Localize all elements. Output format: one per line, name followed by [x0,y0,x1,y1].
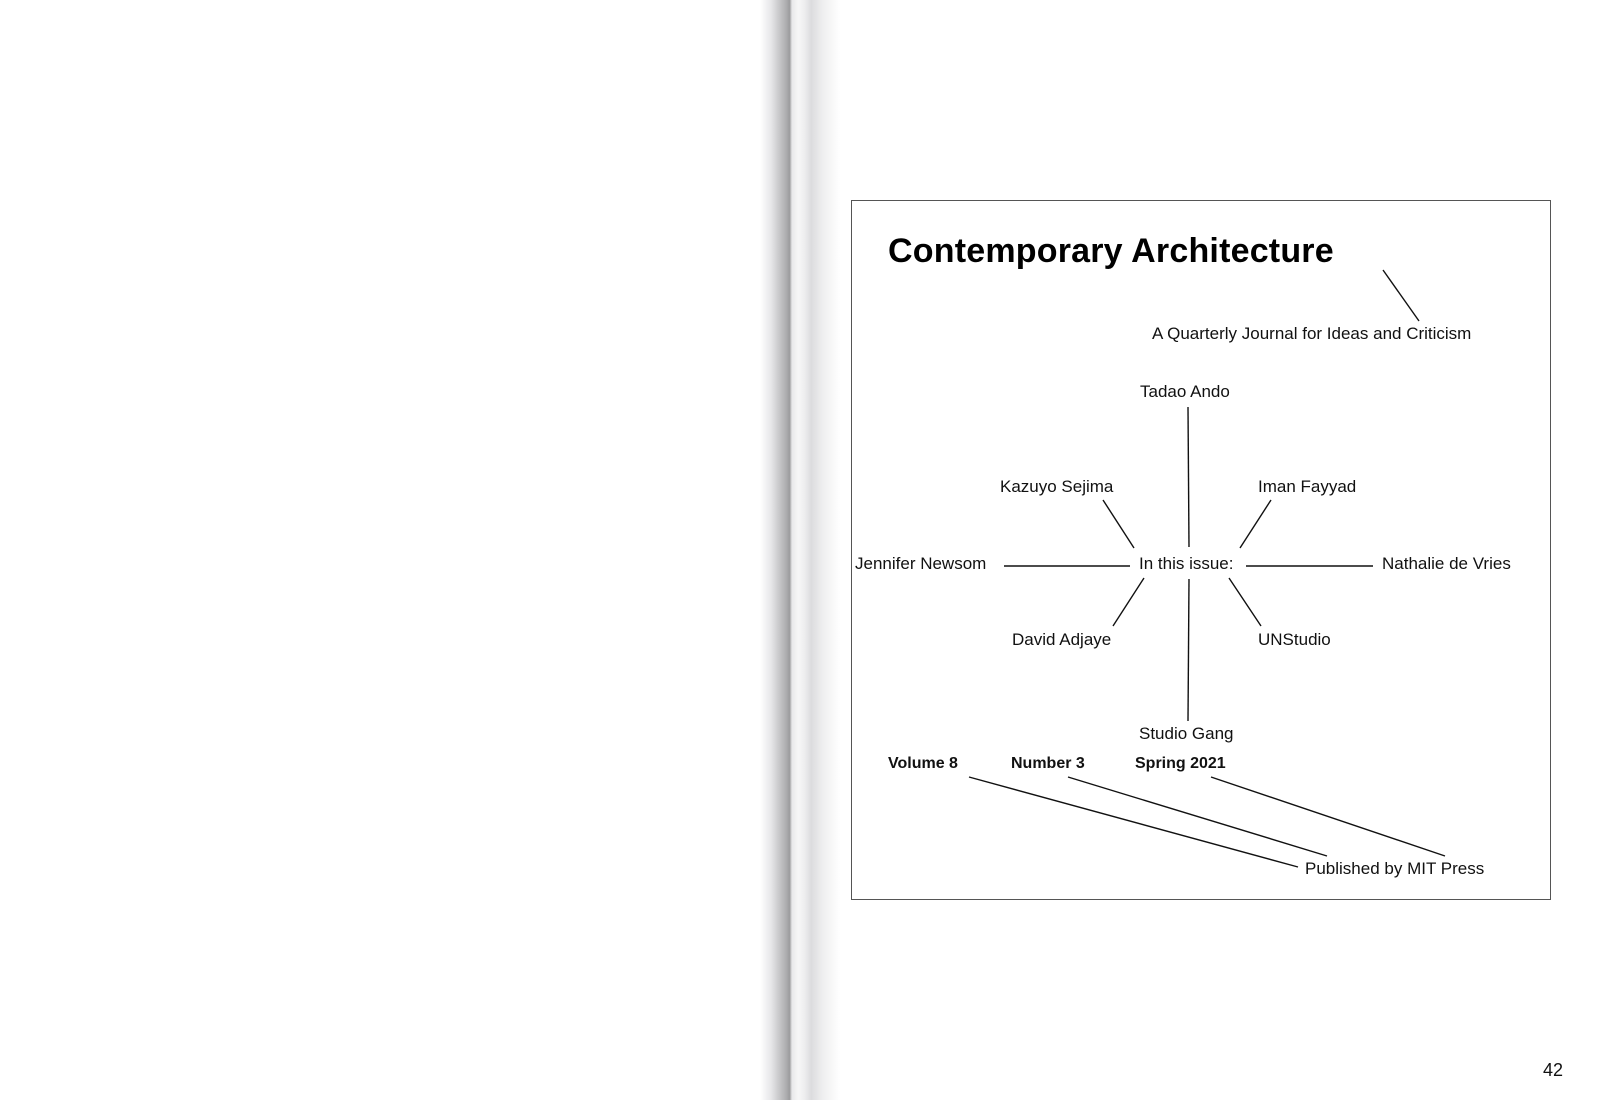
contributor-david-adjaye: David Adjaye [1012,630,1112,649]
connector-unstudio [1229,578,1261,626]
connector-studio-gang [1188,579,1189,721]
contributor-nathalie-de-vries: Nathalie de Vries [1382,554,1511,573]
contents-center-label: In this issue: [1139,554,1234,573]
connector-iman-fayyad [1240,500,1271,548]
connector-number [1068,777,1327,856]
journal-title: Contemporary Architecture [888,232,1334,270]
contributor-jennifer-newsom: Jennifer Newsom [855,554,987,573]
contributor-tadao-ando: Tadao Ando [1140,382,1230,401]
issue-volume: Volume 8 [888,755,958,772]
connector-tadao-ando [1188,407,1189,547]
connector-season [1211,777,1445,856]
contributor-unstudio: UNStudio [1258,630,1331,649]
journal-subtitle: A Quarterly Journal for Ideas and Criticism [1152,324,1472,343]
issue-number: Number 3 [1011,755,1085,772]
contributor-iman-fayyad: Iman Fayyad [1258,477,1357,496]
connector-title-subtitle [1383,270,1419,321]
connector-kazuyo-sejima [1103,500,1134,548]
contributor-studio-gang: Studio Gang [1139,724,1234,743]
connector-volume [969,777,1298,867]
issue-publisher: Published by MIT Press [1305,859,1485,878]
connector-david-adjaye [1113,578,1144,626]
contributor-kazuyo-sejima: Kazuyo Sejima [1000,477,1114,496]
page-number: 42 [1542,1060,1563,1080]
issue-season: Spring 2021 [1135,755,1226,772]
